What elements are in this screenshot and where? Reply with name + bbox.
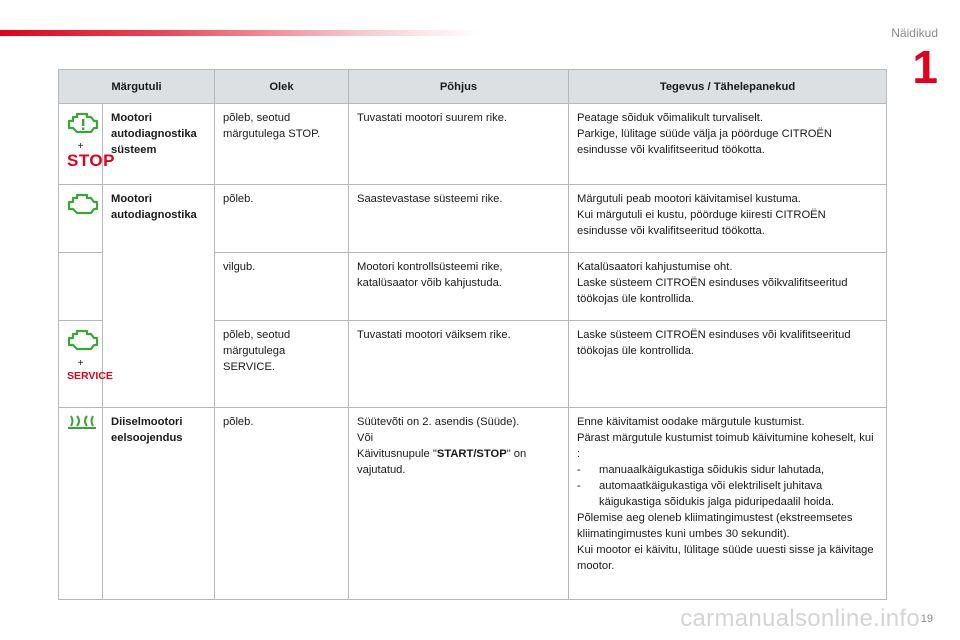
- state-cell: põleb, seotud märgutulega SERVICE.: [215, 321, 349, 408]
- chapter-number: 1: [912, 41, 938, 93]
- cause-text: Käivitusnupule ": [357, 448, 437, 460]
- action-line: Enne käivitamist oodake märgutule kustumist.: [577, 416, 805, 428]
- stop-label-icon: STOP: [67, 151, 115, 170]
- warning-name: Mootori autodiagnostika: [103, 185, 215, 408]
- state-cell: põleb.: [215, 408, 349, 600]
- icon-cell: [59, 408, 103, 600]
- state-cell: põleb, seotud märgutulega STOP.: [215, 104, 349, 185]
- action-line: Märgutuli peab mootori käivitamisel kustuma.: [577, 193, 801, 205]
- section-title: Näidikud: [891, 26, 938, 40]
- action-line: Kui mootor ei käivitu, lülitage süüde uuesti sisse ja käivitage mootor.: [577, 544, 874, 572]
- cause-cell: Tuvastati mootori suurem rike.: [349, 104, 569, 185]
- engine-warning-exclamation-icon: [67, 110, 99, 136]
- icon-cell: [59, 321, 113, 408]
- action-cell: [569, 408, 887, 600]
- state-cell: põleb.: [215, 185, 349, 253]
- cause-cell: Saastevastase süsteemi rike.: [349, 185, 569, 253]
- action-cell: [569, 104, 887, 185]
- cause-cell: Mootori kontrollsüsteemi rike, katalüsaator võib kahjustuda.: [349, 253, 569, 321]
- action-line: Laske süsteem CITROËN esinduses võikvalifitseeritud töökojas üle kontrollida.: [577, 277, 848, 305]
- action-line: Peatage sõiduk võimalikult turvaliselt.: [577, 112, 763, 124]
- warning-name: Mootori autodiagnostika süsteem: [103, 104, 215, 185]
- cause-line: Või: [357, 432, 374, 444]
- plus-sign: +: [77, 358, 84, 369]
- cause-cell: Tuvastati mootori väiksem rike.: [349, 321, 569, 408]
- table-row: [59, 104, 887, 185]
- engine-check-icon: [67, 191, 99, 217]
- column-header: Märgutuli: [59, 70, 215, 104]
- action-line: Pärast märgutule kustumist toimub käivitumine koheselt, kui :: [577, 432, 874, 460]
- warning-name: Diiselmootori eelsoojendus: [103, 408, 215, 600]
- service-label-icon: SERVICE: [67, 370, 113, 382]
- icon-cell: [59, 253, 103, 321]
- action-line: Põlemise aeg oleneb kliimatingimustest (ekstreemsetes kliimatingimustes kuni umbes 30 sekundit).: [577, 512, 853, 540]
- cause-text: " on vajutatud.: [357, 448, 527, 476]
- column-header: Tegevus / Tähelepanekud: [569, 70, 887, 104]
- action-cell: [569, 253, 887, 321]
- action-cell: [569, 321, 887, 408]
- action-cell: [569, 185, 887, 253]
- column-header: Olek: [215, 70, 349, 104]
- list-item: - manuaalkäigukastiga sõidukis sidur lahutada,: [577, 464, 825, 476]
- column-header: Põhjus: [349, 70, 569, 104]
- page-number: 19: [920, 613, 933, 625]
- action-line: Kui märgutuli ei kustu, pöörduge kiiresti CITROËN esindusse või kvalifitseeritud töökotta.: [577, 209, 826, 237]
- icon-cell: [59, 104, 115, 185]
- list-item: - automaatkäigukastiga või elektriliselt juhitava käigukastiga sõidukis jalga piduripedaalil hoida.: [577, 480, 835, 508]
- cause-cell: [349, 408, 569, 600]
- action-line: Parkige, lülitage süüde välja ja pöörduge CITROËN esindusse või kvalifitseeritud töökotta.: [577, 128, 832, 156]
- start-stop-label: START/STOP: [436, 448, 507, 460]
- table-row: [59, 408, 887, 600]
- icon-cell: [59, 185, 103, 253]
- engine-check-icon: [67, 327, 99, 353]
- cause-line: Süütevõti on 2. asendis (Süüde).: [357, 416, 520, 428]
- table-row: [59, 185, 887, 253]
- watermark: carmanualsonline.info: [680, 605, 920, 632]
- plus-sign: +: [77, 141, 84, 152]
- header-accent-bar: [0, 30, 480, 36]
- cause-line: [357, 446, 560, 478]
- diesel-preheating-icon: [67, 414, 97, 430]
- action-line: Katalüsaatori kahjustumise oht.: [577, 261, 733, 273]
- action-line: Laske süsteem CITROËN esinduses või kvalifitseeritud töökojas üle kontrollida.: [577, 329, 851, 357]
- warning-lights-table: [58, 69, 887, 600]
- state-cell: vilgub.: [215, 253, 349, 321]
- table-header-row: [59, 70, 887, 104]
